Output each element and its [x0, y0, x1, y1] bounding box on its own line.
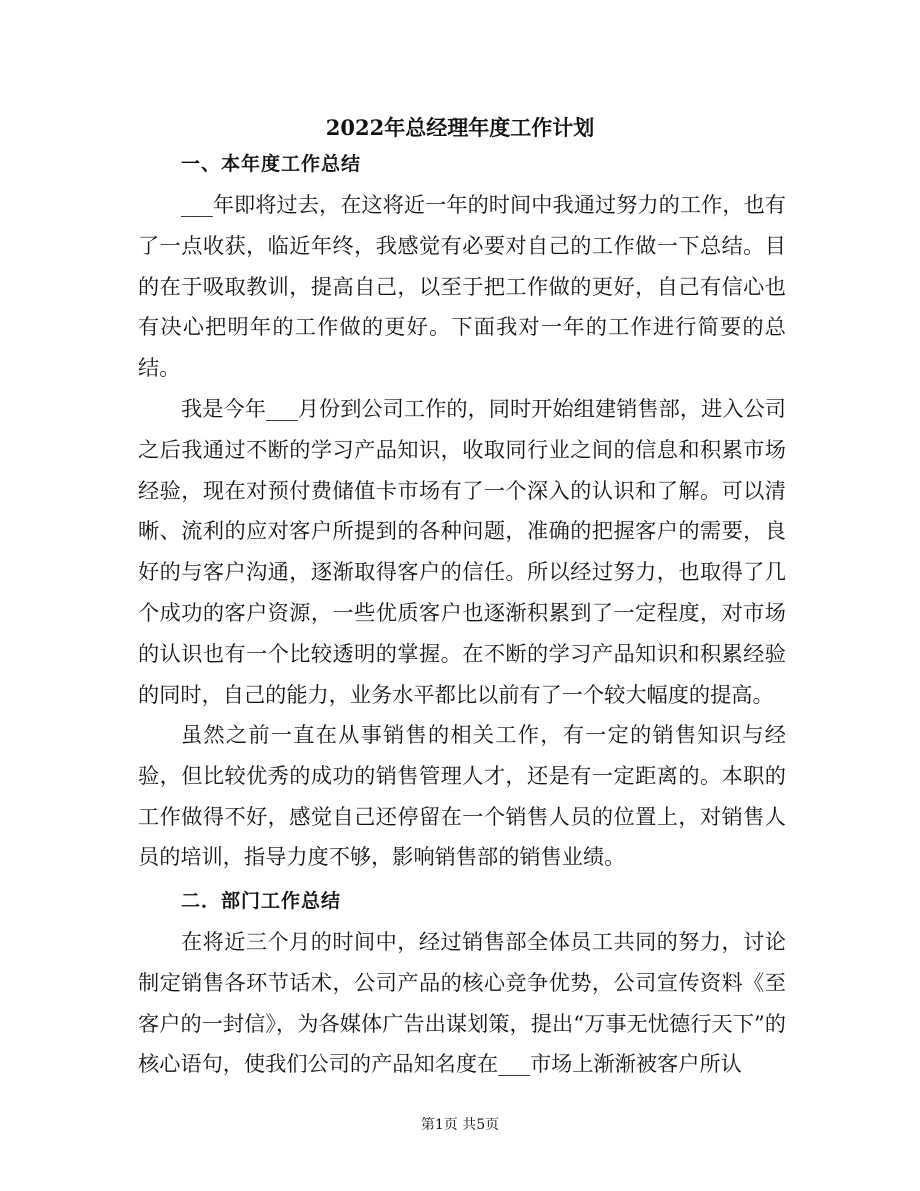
- paragraph-1-2: 我是今年___月份到公司工作的，同时开始组建销售部，进入公司之后我通过不断的学习产品知识，收取同行业之间的信息和积累市场经验，现在对预付费储值卡市场有了一个深入的认识和了解。可以清晰、流利的应对客户所提到的各种问题，准确的把握客户的需要，良好的与客户沟通，逐渐取得客户的信任。所以经过努力，也取得了几个成功的客户资源，一些优质客户也逐渐积累到了一定程度，对市场的认识也有一个比较透明的掌握。在不断的学习产品知识和积累经验的同时，自己的能力，业务水平都比以前有了一个较大幅度的提高。: [138, 396, 786, 707]
- paragraph-1-1: ___年即将过去，在这将近一年的时间中我通过努力的工作，也有了一点收获，临近年终，我感觉有必要对自己的工作做一下总结。目的在于吸取教训，提高自己，以至于把工作做的更好，自己有信心也有决心把明年的工作做的更好。下面我对一年的工作进行简要的总结。: [138, 192, 786, 381]
- section-heading-2: 二．部门工作总结: [181, 890, 342, 912]
- paragraph-2-1: 在将近三个月的时间中，经过销售部全体员工共同的努力，讨论制定销售各环节话术，公司产品的核心竞争优势，公司宣传资料《至客户的一封信》，为各媒体广告出谋划策，提出“万事无忧德行天下”的核心语句，使我们公司的产品知名度在___市场上渐渐被客户所认: [138, 929, 786, 1077]
- page-number: 第1页 共5页: [420, 1117, 500, 1133]
- document-title: 2022年总经理年度工作计划: [325, 115, 595, 140]
- paragraph-1-3: 虽然之前一直在从事销售的相关工作，有一定的销售知识与经验，但比较优秀的成功的销售管理人才，还是有一定距离的。本职的工作做得不好，感觉自己还停留在一个销售人员的位置上，对销售人员的培训，指导力度不够，影响销售部的销售业绩。: [138, 722, 786, 870]
- section-heading-1: 一、本年度工作总结: [181, 153, 362, 175]
